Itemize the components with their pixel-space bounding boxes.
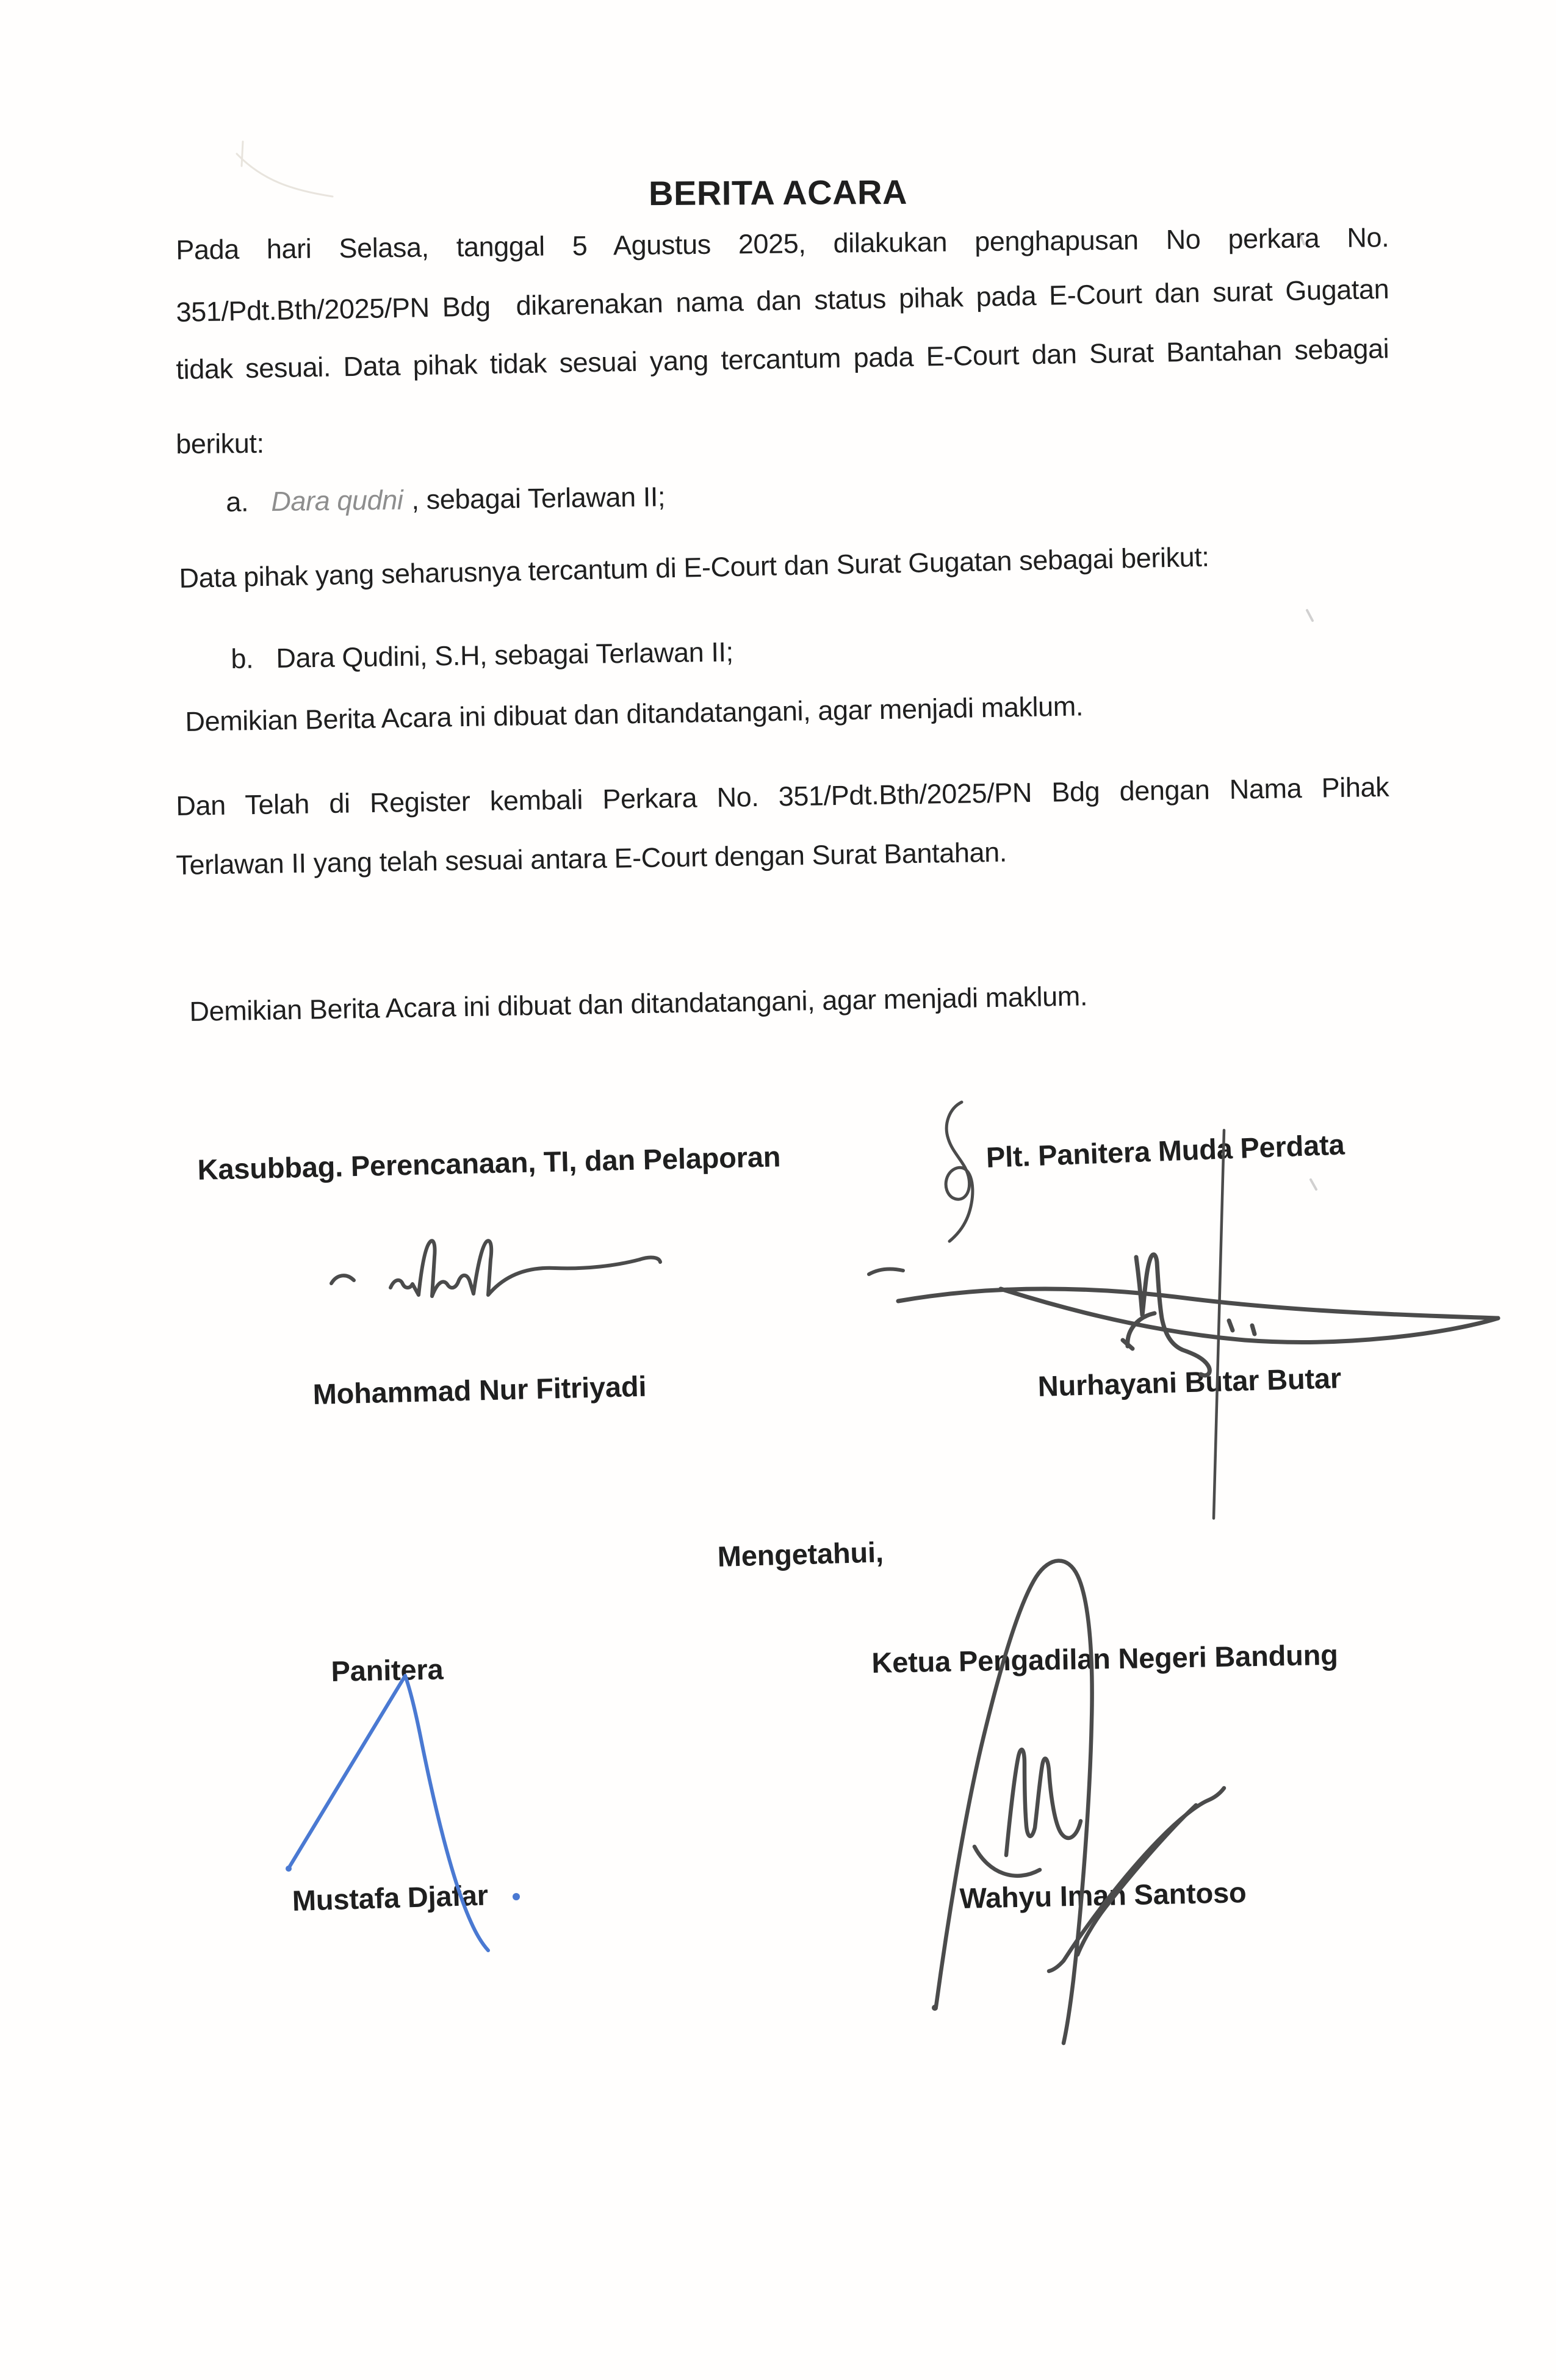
paragraph1-line3: tidak sesuai. Data pihak tidak sesuai yang tercantum pada E-Court dan Surat Bantahan sebagai [176, 333, 1389, 385]
list-item-a-role: , sebagai Terlawan II; [411, 481, 666, 516]
paragraph4-line2: Terlawan II yang telah sesuai antara E-Court dengan Surat Bantahan. [176, 836, 1007, 881]
acknowledgement-left-title: Panitera [331, 1653, 444, 1687]
page-title: BERITA ACARA [648, 172, 908, 213]
signatory-left-title: Kasubbag. Perencanaan, TI, dan Pelaporan [197, 1140, 781, 1186]
acknowledgement-right-name: Wahyu Iman Santoso [959, 1876, 1247, 1914]
vertical-pen-stroke [1214, 1130, 1224, 1518]
paragraph1-line4: berikut: [176, 427, 264, 460]
flourish-eight-icon [946, 1102, 973, 1241]
paragraph1-line2: 351/Pdt.Bth/2025/PN Bdg dikarenakan nama dan status pihak pada E-Court dan surat Gugatan [176, 273, 1389, 328]
paragraph5: Demikian Berita Acara ini dibuat dan ditandatangani, agar menjadi maklum. [189, 980, 1088, 1027]
signatory-right-name: Nurhayani Butar Butar [1037, 1361, 1342, 1402]
paragraph4-line1: Dan Telah di Register kembali Perkara No. 351/Pdt.Bth/2025/PN Bdg dengan Nama Pihak [176, 771, 1389, 821]
signature-mohammad [331, 1241, 903, 1296]
acknowledgement-heading: Mengetahui, [717, 1535, 884, 1573]
paragraph3: Demikian Berita Acara ini dibuat dan ditandatangani, agar menjadi maklum. [185, 690, 1084, 737]
signatory-right-title: Plt. Panitera Muda Perdata [985, 1128, 1345, 1174]
list-item-a-marker: a. [226, 486, 249, 517]
signatory-left-name: Mohammad Nur Fitriyadi [312, 1369, 647, 1410]
list-item-b-marker: b. [231, 643, 254, 674]
acknowledgement-left-name: Mustafa Djafar [292, 1878, 489, 1917]
list-item-a-party-name: Dara qudni [271, 484, 403, 517]
acknowledgement-right-title: Ketua Pengadilan Negeri Bandung [871, 1638, 1339, 1679]
list-item-a [226, 480, 665, 519]
paragraph2: Data pihak yang seharusnya tercantum di E-Court dan Surat Gugatan sebagai berikut: [179, 541, 1209, 594]
list-item-b-text: Dara Qudini, S.H, sebagai Terlawan II; [276, 636, 734, 674]
signature-wahyu [932, 1560, 1224, 2043]
scan-artifact-specks [1300, 233, 1316, 1189]
list-item-b [231, 635, 733, 677]
paragraph1-line1: Pada hari Selasa, tanggal 5 Agustus 2025, dilakukan penghapusan No perkara No. [176, 222, 1389, 265]
signature-nurhayani [898, 1255, 1498, 1376]
